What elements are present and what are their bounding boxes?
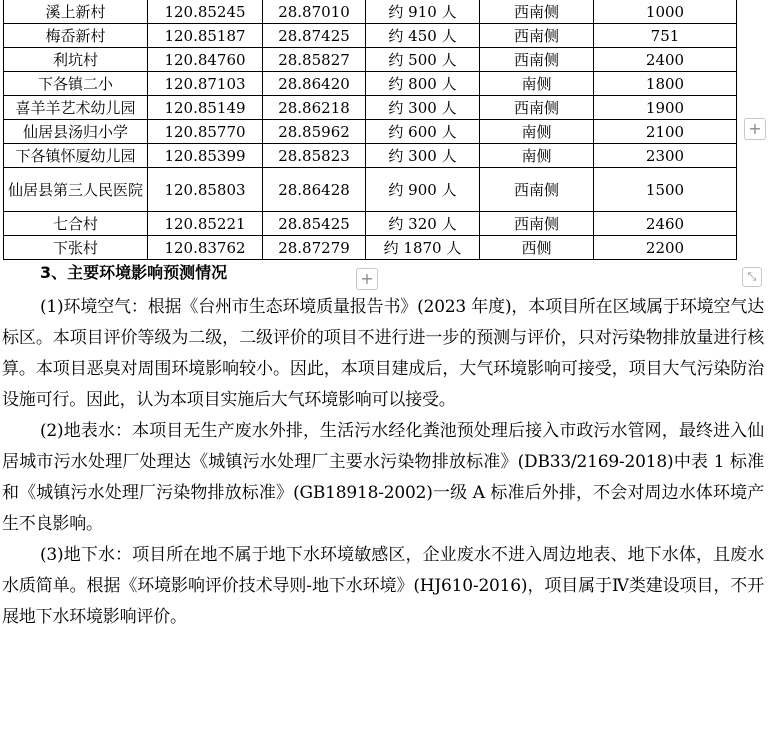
table-row [4, 236, 737, 260]
paragraph-groundwater: (3)地下水：项目所在地不属于地下水环境敏感区，企业废水不进入周边地表、地下水体，且废水水质简单。根据《环境影响评价技术导则-地下水环境》(HJ610-2016)，项目属于Ⅳ类建设项目，不开展地下水环境影响评价。 [2, 545, 764, 627]
table-cell-latitude: 28.86428 [263, 168, 366, 212]
table-cell-direction: 西南侧 [480, 48, 594, 72]
table-row [4, 0, 737, 24]
table-row [4, 72, 737, 96]
paragraph-air: (1)环境空气：根据《台州市生态环境质量报告书》(2023 年度)，本项目所在区域属于环境空气达标区。本项目评价等级为二级，二级评价的项目不进行进一步的预测与评价，只对污染物排放量进行核算。本项目恶臭对周围环境影响较小。因此，本项目建成后，大气环境影响可接受，项目大气污染防治设施可行。因此，认为本项目实施后大气环境影响可以接受。 [2, 297, 764, 410]
table-row [4, 144, 737, 168]
table-cell-latitude: 28.85827 [263, 48, 366, 72]
section-body [2, 292, 764, 633]
table-cell-name: 仙居县汤归小学 [4, 120, 148, 144]
table-cell-latitude: 28.86218 [263, 96, 366, 120]
table-cell-name: 梅岙新村 [4, 24, 148, 48]
section-heading: 3、主要环境影响预测情况 [40, 263, 228, 282]
table-cell-latitude: 28.86420 [263, 72, 366, 96]
table-row [4, 48, 737, 72]
table-cell-name: 下各镇怀厦幼儿园 [4, 144, 148, 168]
table-cell-longitude: 120.85245 [148, 0, 263, 24]
table-cell-distance: 1800 [594, 72, 737, 96]
table-row [4, 168, 737, 212]
table-cell-distance: 2400 [594, 48, 737, 72]
table-cell-distance: 751 [594, 24, 737, 48]
table-cell-direction: 南侧 [480, 144, 594, 168]
table-cell-distance: 1500 [594, 168, 737, 212]
table-cell-name: 溪上新村 [4, 0, 148, 24]
table-cell-population: 约 910 人 [366, 0, 480, 24]
sensitive-targets-table-body [4, 0, 737, 260]
table-cell-longitude: 120.85399 [148, 144, 263, 168]
table-cell-latitude: 28.85962 [263, 120, 366, 144]
table-cell-distance: 1000 [594, 0, 737, 24]
table-cell-direction: 西南侧 [480, 212, 594, 236]
table-cell-population: 约 1870 人 [366, 236, 480, 260]
table-cell-name: 利坑村 [4, 48, 148, 72]
table-cell-population: 约 900 人 [366, 168, 480, 212]
table-cell-name: 仙居县第三人民医院 [4, 168, 148, 212]
table-cell-direction: 西侧 [480, 236, 594, 260]
table-cell-latitude: 28.87279 [263, 236, 366, 260]
table-cell-population: 约 300 人 [366, 96, 480, 120]
table-cell-name: 喜羊羊艺术幼儿园 [4, 96, 148, 120]
table-cell-longitude: 120.85187 [148, 24, 263, 48]
table-cell-latitude: 28.87010 [263, 0, 366, 24]
table-cell-longitude: 120.85803 [148, 168, 263, 212]
table-row [4, 120, 737, 144]
table-cell-distance: 2100 [594, 120, 737, 144]
table-cell-population: 约 300 人 [366, 144, 480, 168]
table-cell-population: 约 800 人 [366, 72, 480, 96]
table-cell-population: 约 600 人 [366, 120, 480, 144]
table-cell-population: 约 450 人 [366, 24, 480, 48]
table-resize-icon[interactable]: ⤡ [742, 267, 762, 287]
table-cell-distance: 2300 [594, 144, 737, 168]
table-row [4, 96, 737, 120]
table-cell-distance: 2460 [594, 212, 737, 236]
table-cell-name: 七合村 [4, 212, 148, 236]
table-cell-longitude: 120.83762 [148, 236, 263, 260]
table-cell-latitude: 28.85823 [263, 144, 366, 168]
table-cell-direction: 西南侧 [480, 96, 594, 120]
table-cell-direction: 西南侧 [480, 24, 594, 48]
table-cell-longitude: 120.84760 [148, 48, 263, 72]
table-row [4, 212, 737, 236]
table-cell-direction: 西南侧 [480, 0, 594, 24]
table-cell-latitude: 28.87425 [263, 24, 366, 48]
table-cell-distance: 1900 [594, 96, 737, 120]
table-cell-direction: 南侧 [480, 120, 594, 144]
table-row [4, 24, 737, 48]
table-cell-longitude: 120.85221 [148, 212, 263, 236]
table-cell-direction: 西南侧 [480, 168, 594, 212]
table-cell-direction: 南侧 [480, 72, 594, 96]
sensitive-targets-table [3, 0, 737, 260]
table-cell-name: 下张村 [4, 236, 148, 260]
paragraph-surface-water: (2)地表水：本项目无生产废水外排，生活污水经化粪池预处理后接入市政污水管网，最终进入仙居城市污水处理厂处理达《城镇污水处理厂主要水污染物排放标准》(DB33/2169-2018)中表 1 标准和《城镇污水处理厂污染物排放标准》(GB18918-2002)一级 A 标准后外排，不会对周边水体环境产生不良影响。 [2, 421, 764, 534]
table-cell-name: 下各镇二小 [4, 72, 148, 96]
table-cell-latitude: 28.85425 [263, 212, 366, 236]
table-cell-longitude: 120.85770 [148, 120, 263, 144]
add-table-row-button[interactable]: + [356, 268, 378, 290]
add-table-column-button[interactable]: + [744, 118, 766, 140]
table-cell-distance: 2200 [594, 236, 737, 260]
table-cell-longitude: 120.87103 [148, 72, 263, 96]
table-cell-population: 约 500 人 [366, 48, 480, 72]
table-cell-longitude: 120.85149 [148, 96, 263, 120]
table-cell-population: 约 320 人 [366, 212, 480, 236]
